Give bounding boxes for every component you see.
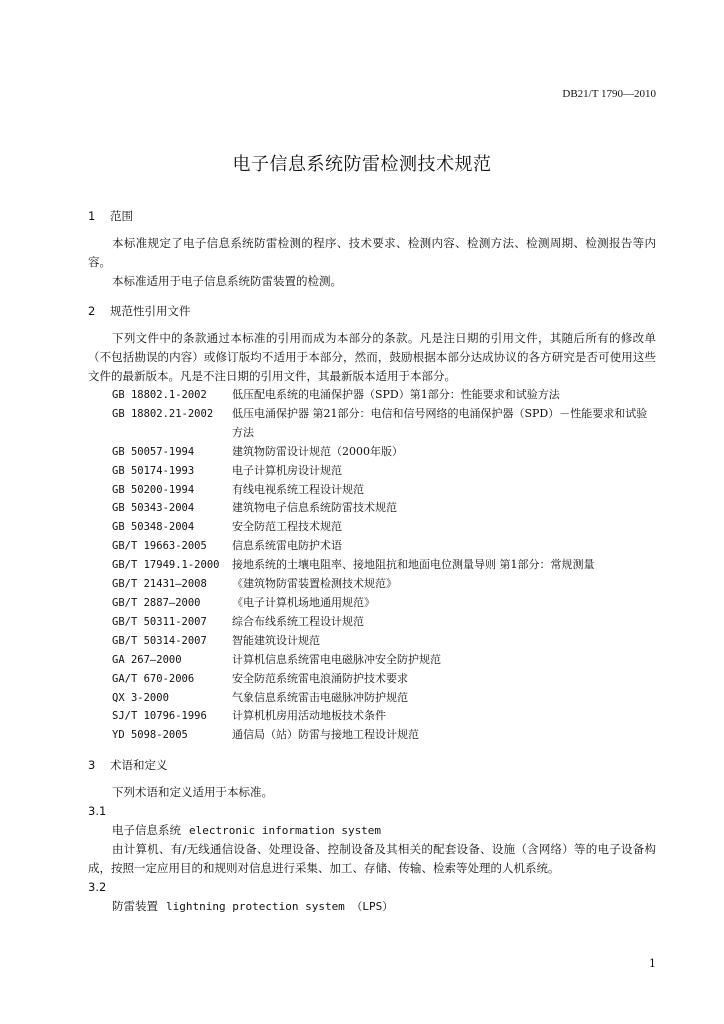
term-entry (88, 821, 656, 840)
section-number: 2 (88, 304, 96, 318)
reference-code: GB 50348-2004 (112, 521, 195, 534)
page-title: 电子信息系统防雷检测技术规范 (232, 154, 492, 175)
paragraph: 下列术语和定义适用于本标准。 (112, 785, 273, 800)
reference-item (112, 499, 656, 518)
section-number: 3 (88, 758, 96, 773)
reference-code: GB 18802.21-2002 (112, 407, 214, 420)
reference-title: 计算机信息系统雷电电磁脉冲安全防护规范 (232, 652, 441, 666)
section-title: 范围 (110, 209, 133, 223)
section-title: 规范性引用文件 (110, 304, 191, 318)
reference-title: 低压配电系统的电涌保护器（SPD）第1部分：性能要求和试验方法 (232, 388, 560, 401)
reference-code: GB/T 19663-2005 (112, 540, 207, 553)
term-number: 3.2 (88, 880, 107, 895)
reference-item (112, 556, 656, 575)
reference-code: GB 18802.1-2002 (112, 389, 207, 401)
reference-item (112, 613, 656, 632)
reference-item (112, 670, 656, 689)
term-definition: 由计算机、有/无线通信设备、处理设备、控制设备及其相关的配套设备、设施（含网络）等的电子设备构成，按照一定应用目的和规则对信息进行采集、加工、存储、传输、检索等处理的人机系统。 (88, 842, 656, 876)
term-number: 3.1 (88, 804, 107, 819)
paragraph: 下列文件中的条款通过本标准的引用而成为本部分的条款。凡是注日期的引用文件，其随后所有的修改单（不包括勘误的内容）或修订版均不适用于本部分，然而，鼓励根据本部分达成协议的各方研究是否可使用这些文件的最新版本。凡是不注日期的引用文件，其最新版本适用于本部分。 (88, 331, 656, 383)
reference-code: GB 50174-1993 (112, 464, 195, 477)
paragraph: 本标准适用于电子信息系统防雷装置的检测。 (112, 274, 342, 288)
reference-code: GB/T 2887—2000 (112, 596, 201, 609)
reference-title: 安全防范系统雷电浪涌防护技术要求 (232, 671, 408, 685)
reference-code: GB 50200-1994 (112, 483, 195, 496)
reference-item (112, 405, 656, 443)
reference-title: 综合布线系统工程设计规范 (232, 614, 364, 628)
reference-item (112, 443, 656, 462)
reference-title: 气象信息系统雷击电磁脉冲防护规范 (232, 690, 408, 704)
reference-title: 低压电涌保护器 第21部分：电信和信号网络的电涌保护器（SPD）－性能要求和试验方法 (232, 406, 648, 439)
reference-code: YD 5098-2005 (112, 729, 188, 742)
reference-title: 通信局（站）防雷与接地工程设计规范 (232, 728, 419, 742)
reference-item (112, 594, 656, 613)
reference-item (112, 386, 656, 405)
reference-title: 电子计算机房设计规范 (232, 463, 342, 477)
reference-item (112, 726, 656, 745)
reference-title: 安全防范工程技术规范 (232, 520, 342, 534)
term-chinese: 电子信息系统 (112, 823, 181, 838)
reference-item (112, 651, 656, 670)
reference-code: GA/T 670-2006 (112, 672, 195, 685)
section-heading-normative-references (88, 303, 656, 319)
reference-code: GB 50343-2004 (112, 502, 195, 515)
reference-code: SJ/T 10796-1996 (112, 710, 207, 723)
reference-item (112, 481, 656, 500)
reference-code: GA 267—2000 (112, 653, 182, 666)
paragraph: 本标准规定了电子信息系统防雷检测的程序、技术要求、检测内容、检测方法、检测周期、检测报告等内容。 (88, 236, 656, 269)
section-number: 1 (88, 209, 96, 223)
reference-item (112, 537, 656, 556)
document-id: DB21/T 1790—2010 (562, 88, 656, 100)
reference-item (112, 518, 656, 537)
reference-title: 《电子计算机场地通用规范》 (232, 595, 375, 609)
reference-title: 《建筑物防雷装置检测技术规范》 (232, 577, 397, 591)
reference-title: 有线电视系统工程设计规范 (232, 482, 364, 496)
term-english: electronic information system (189, 824, 382, 838)
term-english: lightning protection system （LPS） (166, 900, 394, 914)
section-title: 术语和定义 (110, 758, 168, 773)
reference-item (112, 689, 656, 708)
reference-title: 智能建筑设计规范 (232, 633, 320, 647)
section-heading-terms (88, 757, 656, 773)
reference-item (112, 575, 656, 594)
reference-item (112, 707, 656, 726)
reference-item (112, 462, 656, 481)
reference-code: GB/T 50314-2007 (112, 634, 207, 647)
reference-code: GB 50057-1994 (112, 445, 195, 458)
reference-code: GB/T 50311-2007 (112, 615, 207, 628)
reference-code: GB/T 17949.1-2000 (112, 559, 220, 572)
reference-code: QX 3-2000 (112, 691, 169, 704)
reference-title: 建筑物防雷设计规范（2000年版） (232, 444, 403, 458)
reference-title: 计算机机房用活动地板技术条件 (232, 709, 386, 723)
page-number: 1 (649, 957, 656, 970)
reference-title: 建筑物电子信息系统防雷技术规范 (232, 501, 397, 515)
reference-item (112, 632, 656, 651)
reference-title: 接地系统的土壤电阻率、接地阻抗和地面电位测量导则 第1部分：常规测量 (232, 558, 595, 572)
document-body (88, 208, 656, 916)
term-chinese: 防雷装置 (112, 899, 158, 914)
term-entry (88, 897, 656, 916)
reference-list (88, 386, 656, 745)
reference-title: 信息系统雷电防护术语 (232, 539, 342, 553)
section-heading-scope (88, 208, 656, 224)
reference-code: GB/T 21431—2008 (112, 578, 207, 591)
